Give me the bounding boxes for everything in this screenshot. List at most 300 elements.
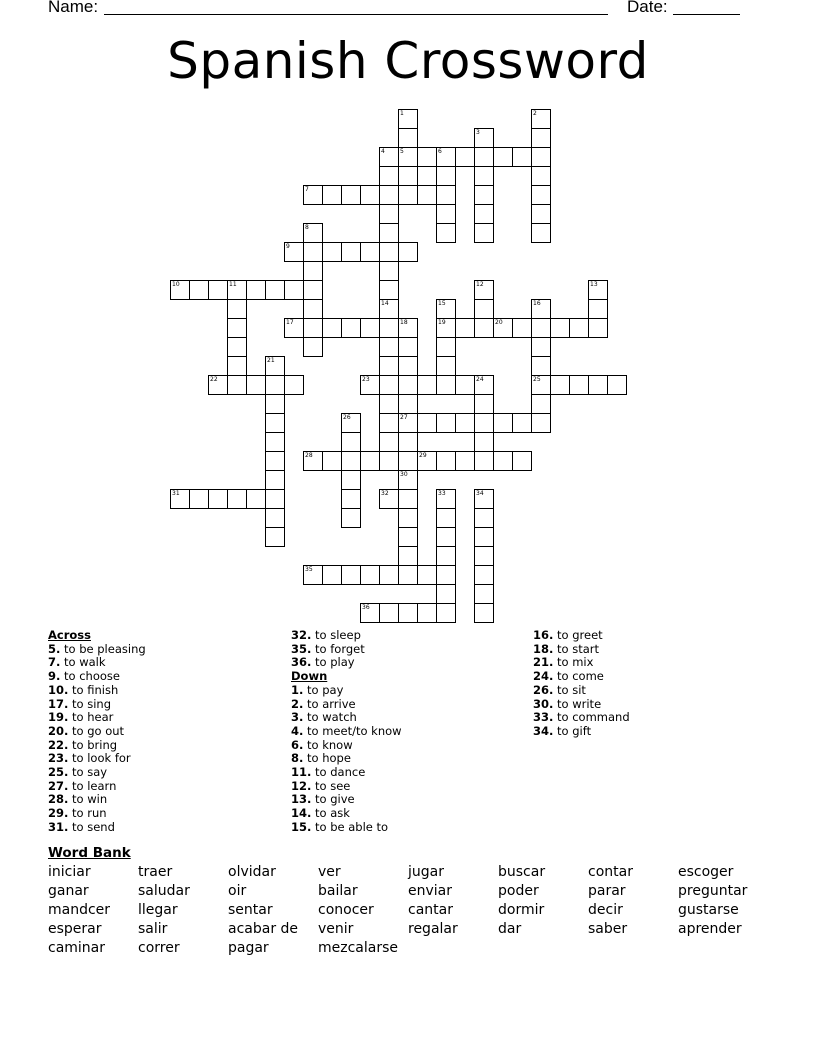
grid-cell[interactable] — [474, 603, 494, 623]
word-bank-item: aprender — [678, 921, 742, 937]
grid-cell[interactable] — [398, 432, 418, 452]
clue-number: 31 — [172, 490, 180, 497]
grid-cell[interactable] — [379, 147, 399, 167]
grid-cell[interactable] — [474, 413, 494, 433]
grid-cell[interactable] — [436, 451, 456, 471]
grid-cell[interactable] — [265, 375, 285, 395]
grid-cell[interactable] — [607, 375, 627, 395]
clue-text: to win — [72, 792, 108, 807]
grid-cell[interactable] — [398, 242, 418, 262]
word-bank-item: contar — [588, 864, 633, 880]
grid-cell[interactable] — [493, 318, 513, 338]
grid-cell[interactable] — [436, 375, 456, 395]
grid-cell[interactable] — [588, 375, 608, 395]
grid-cell[interactable] — [531, 394, 551, 414]
grid-cell[interactable] — [474, 223, 494, 243]
grid-cell[interactable] — [531, 318, 551, 338]
clue-item — [291, 766, 521, 780]
grid-cell[interactable] — [360, 565, 380, 585]
clue-item — [291, 656, 521, 670]
clues-column-3 — [533, 629, 763, 739]
grid-cell[interactable] — [341, 413, 361, 433]
grid-cell[interactable] — [284, 375, 304, 395]
grid-cell[interactable] — [360, 318, 380, 338]
clue-num: 6. — [291, 737, 304, 752]
grid-cell[interactable] — [360, 603, 380, 623]
grid-cell[interactable] — [398, 508, 418, 528]
clue-number: 29 — [419, 452, 427, 459]
grid-cell[interactable] — [436, 166, 456, 186]
clue-num: 11. — [291, 765, 312, 780]
clue-num: 4. — [291, 723, 304, 738]
grid-cell[interactable] — [417, 413, 437, 433]
clue-number: 20 — [495, 319, 503, 326]
grid-cell[interactable] — [398, 394, 418, 414]
clues-column-1 — [48, 629, 278, 835]
word-bank-item: ganar — [48, 883, 89, 899]
clue-text: to mix — [557, 655, 594, 670]
grid-cell[interactable] — [398, 546, 418, 566]
grid-cell[interactable] — [512, 451, 532, 471]
clue-number: 36 — [362, 604, 370, 611]
clue-number: 16 — [533, 300, 541, 307]
clue-num: 35. — [291, 641, 312, 656]
page-title: Spanish Crossword — [167, 32, 649, 90]
grid-cell[interactable] — [588, 280, 608, 300]
clue-text: to arrive — [307, 696, 356, 711]
grid-cell[interactable] — [436, 223, 456, 243]
grid-cell[interactable] — [436, 489, 456, 509]
grid-cell[interactable] — [474, 432, 494, 452]
grid-cell[interactable] — [227, 356, 247, 376]
grid-cell[interactable] — [436, 584, 456, 604]
clue-num: 14. — [291, 806, 312, 821]
grid-cell[interactable] — [512, 147, 532, 167]
clue-number: 23 — [362, 376, 370, 383]
clue-text: to pay — [307, 682, 344, 697]
grid-cell[interactable] — [417, 451, 437, 471]
clue-text: to sleep — [315, 628, 361, 642]
grid-cell[interactable] — [265, 470, 285, 490]
grid-cell[interactable] — [531, 223, 551, 243]
grid-cell[interactable] — [436, 204, 456, 224]
grid-cell[interactable] — [379, 242, 399, 262]
clue-number: 12 — [476, 281, 484, 288]
grid-cell[interactable] — [379, 223, 399, 243]
grid-cell[interactable] — [417, 565, 437, 585]
clue-item — [291, 752, 521, 766]
grid-cell[interactable] — [588, 299, 608, 319]
grid-cell[interactable] — [284, 280, 304, 300]
grid-cell[interactable] — [246, 489, 266, 509]
grid-cell[interactable] — [474, 318, 494, 338]
grid-cell[interactable] — [531, 375, 551, 395]
grid-cell[interactable] — [531, 166, 551, 186]
grid-cell[interactable] — [455, 147, 475, 167]
clue-number: 15 — [438, 300, 446, 307]
clue-num: 7. — [48, 655, 61, 670]
grid-cell[interactable] — [341, 489, 361, 509]
grid-cell[interactable] — [474, 375, 494, 395]
grid-cell[interactable] — [265, 432, 285, 452]
clue-number: 18 — [400, 319, 408, 326]
word-bank-item: sentar — [228, 902, 273, 918]
grid-cell[interactable] — [379, 356, 399, 376]
grid-cell[interactable] — [455, 318, 475, 338]
grid-cell[interactable] — [284, 242, 304, 262]
grid-cell[interactable] — [531, 204, 551, 224]
grid-cell[interactable] — [436, 527, 456, 547]
grid-cell[interactable] — [474, 147, 494, 167]
grid-cell[interactable] — [512, 318, 532, 338]
grid-cell[interactable] — [531, 356, 551, 376]
word-bank-item: enviar — [408, 883, 452, 899]
clue-item — [48, 656, 278, 670]
grid-cell[interactable] — [208, 280, 228, 300]
grid-cell[interactable] — [493, 451, 513, 471]
word-bank-item: preguntar — [678, 883, 748, 899]
grid-cell[interactable] — [341, 451, 361, 471]
name-label: Name: — [48, 0, 99, 16]
grid-cell[interactable] — [398, 375, 418, 395]
clue-number: 21 — [267, 357, 275, 364]
grid-cell[interactable] — [436, 185, 456, 205]
grid-cell[interactable] — [474, 451, 494, 471]
clue-item — [291, 684, 521, 698]
clue-num: 32. — [291, 628, 312, 642]
grid-cell[interactable] — [398, 318, 418, 338]
word-bank-item: correr — [138, 940, 180, 956]
grid-cell[interactable] — [284, 318, 304, 338]
grid-cell[interactable] — [379, 280, 399, 300]
grid-cell[interactable] — [265, 413, 285, 433]
clue-num: 10. — [48, 682, 69, 697]
grid-cell[interactable] — [208, 489, 228, 509]
grid-cell[interactable] — [436, 565, 456, 585]
clue-number: 2 — [533, 110, 537, 117]
grid-cell[interactable] — [455, 451, 475, 471]
clue-item — [291, 739, 521, 753]
grid-cell[interactable] — [436, 546, 456, 566]
grid-cell[interactable] — [569, 318, 589, 338]
grid-cell[interactable] — [531, 299, 551, 319]
grid-cell[interactable] — [436, 508, 456, 528]
grid-cell[interactable] — [379, 375, 399, 395]
grid-cell[interactable] — [360, 451, 380, 471]
word-bank-item: jugar — [408, 864, 444, 880]
grid-cell[interactable] — [265, 280, 285, 300]
grid-cell[interactable] — [398, 109, 418, 129]
grid-cell[interactable] — [550, 375, 570, 395]
clue-text: to choose — [64, 669, 120, 684]
word-bank-item: llegar — [138, 902, 178, 918]
clue-text: to dance — [315, 765, 366, 780]
clue-item — [533, 684, 763, 698]
grid-cell[interactable] — [531, 128, 551, 148]
grid-cell[interactable] — [379, 299, 399, 319]
grid-cell[interactable] — [474, 204, 494, 224]
clue-num: 33. — [533, 710, 554, 725]
grid-cell[interactable] — [474, 280, 494, 300]
clue-num: 16. — [533, 628, 554, 642]
clue-num: 24. — [533, 669, 554, 684]
clue-text: to gift — [557, 723, 592, 738]
clue-number: 17 — [286, 319, 294, 326]
grid-cell[interactable] — [417, 147, 437, 167]
grid-cell[interactable] — [360, 242, 380, 262]
grid-cell[interactable] — [474, 565, 494, 585]
grid-cell[interactable] — [265, 394, 285, 414]
grid-cell[interactable] — [436, 318, 456, 338]
clue-num: 28. — [48, 792, 69, 807]
clue-item — [48, 821, 278, 835]
grid-cell[interactable] — [398, 356, 418, 376]
clue-num: 13. — [291, 792, 312, 807]
clue-num: 5. — [48, 641, 61, 656]
grid-cell[interactable] — [303, 451, 323, 471]
clue-text: to be able to — [315, 819, 389, 834]
grid-cell[interactable] — [512, 413, 532, 433]
grid-cell[interactable] — [360, 375, 380, 395]
grid-cell[interactable] — [341, 185, 361, 205]
clue-number: 22 — [210, 376, 218, 383]
grid-cell[interactable] — [379, 261, 399, 281]
clue-text: to see — [315, 778, 351, 793]
grid-cell[interactable] — [436, 147, 456, 167]
word-bank-item: escoger — [678, 864, 734, 880]
grid-cell[interactable] — [531, 109, 551, 129]
grid-cell[interactable] — [569, 375, 589, 395]
grid-cell[interactable] — [341, 318, 361, 338]
grid-cell[interactable] — [379, 413, 399, 433]
grid-cell[interactable] — [170, 489, 190, 509]
clue-num: 22. — [48, 737, 69, 752]
grid-cell[interactable] — [379, 565, 399, 585]
grid-cell[interactable] — [474, 489, 494, 509]
clue-number: 35 — [305, 566, 313, 573]
grid-cell[interactable] — [265, 489, 285, 509]
grid-cell[interactable] — [227, 489, 247, 509]
grid-cell[interactable] — [303, 261, 323, 281]
grid-cell[interactable] — [398, 603, 418, 623]
grid-cell[interactable] — [322, 185, 342, 205]
grid-cell[interactable] — [531, 147, 551, 167]
word-bank-title: Word Bank — [48, 845, 131, 861]
grid-cell[interactable] — [227, 337, 247, 357]
grid-cell[interactable] — [436, 356, 456, 376]
clue-item — [291, 780, 521, 794]
grid-cell[interactable] — [398, 489, 418, 509]
clue-item — [291, 793, 521, 807]
grid-cell[interactable] — [588, 318, 608, 338]
word-bank-item: regalar — [408, 921, 458, 937]
grid-cell[interactable] — [227, 299, 247, 319]
grid-cell[interactable] — [303, 337, 323, 357]
clue-text: to walk — [64, 655, 106, 670]
word-bank-item: buscar — [498, 864, 546, 880]
grid-cell[interactable] — [303, 318, 323, 338]
clue-num: 18. — [533, 641, 554, 656]
grid-cell[interactable] — [417, 185, 437, 205]
clue-number: 14 — [381, 300, 389, 307]
word-bank-item: ver — [318, 864, 341, 880]
grid-cell[interactable] — [474, 299, 494, 319]
grid-cell[interactable] — [474, 527, 494, 547]
grid-cell[interactable] — [379, 318, 399, 338]
grid-cell[interactable] — [379, 432, 399, 452]
clue-text: to say — [72, 765, 108, 780]
grid-cell[interactable] — [379, 185, 399, 205]
grid-cell[interactable] — [227, 280, 247, 300]
clue-number: 3 — [476, 129, 480, 136]
grid-cell[interactable] — [303, 185, 323, 205]
grid-cell[interactable] — [379, 451, 399, 471]
clue-item — [533, 656, 763, 670]
grid-cell[interactable] — [474, 584, 494, 604]
grid-cell[interactable] — [341, 470, 361, 490]
grid-cell[interactable] — [531, 185, 551, 205]
word-bank-item: salir — [138, 921, 168, 937]
grid-cell[interactable] — [493, 413, 513, 433]
grid-cell[interactable] — [341, 242, 361, 262]
grid-cell[interactable] — [531, 337, 551, 357]
clue-number: 33 — [438, 490, 446, 497]
grid-cell[interactable] — [455, 375, 475, 395]
clue-item — [291, 725, 521, 739]
grid-cell[interactable] — [493, 147, 513, 167]
clue-text: to play — [315, 655, 355, 670]
grid-cell[interactable] — [398, 470, 418, 490]
clue-text: to give — [315, 792, 355, 807]
grid-cell[interactable] — [341, 432, 361, 452]
word-bank-item: caminar — [48, 940, 106, 956]
grid-cell[interactable] — [474, 508, 494, 528]
grid-cell[interactable] — [170, 280, 190, 300]
clue-item — [48, 684, 278, 698]
clue-text: to run — [72, 806, 107, 821]
grid-cell[interactable] — [398, 147, 418, 167]
grid-cell[interactable] — [189, 280, 209, 300]
grid-cell[interactable] — [322, 451, 342, 471]
clue-number: 7 — [305, 186, 309, 193]
grid-cell[interactable] — [417, 375, 437, 395]
grid-cell[interactable] — [398, 527, 418, 547]
clue-number: 4 — [381, 148, 385, 155]
grid-cell[interactable] — [265, 451, 285, 471]
grid-cell[interactable] — [379, 337, 399, 357]
grid-cell[interactable] — [322, 565, 342, 585]
clue-text: to forget — [315, 641, 365, 656]
grid-cell[interactable] — [265, 527, 285, 547]
clue-num: 8. — [291, 751, 304, 766]
grid-cell[interactable] — [265, 508, 285, 528]
grid-cell[interactable] — [341, 565, 361, 585]
grid-cell[interactable] — [531, 413, 551, 433]
clue-num: 30. — [533, 696, 554, 711]
word-bank-item: decir — [588, 902, 623, 918]
word-bank-item: mezcalarse — [318, 940, 399, 956]
clue-text: to greet — [557, 628, 603, 642]
grid-cell[interactable] — [227, 318, 247, 338]
clue-number: 32 — [381, 490, 389, 497]
grid-cell[interactable] — [436, 603, 456, 623]
clue-item — [48, 807, 278, 821]
grid-cell[interactable] — [322, 242, 342, 262]
grid-cell[interactable] — [322, 318, 342, 338]
grid-cell[interactable] — [398, 337, 418, 357]
grid-cell[interactable] — [227, 375, 247, 395]
clue-item — [48, 643, 278, 657]
clue-text: to meet/to know — [307, 723, 402, 738]
grid-cell[interactable] — [341, 508, 361, 528]
grid-cell[interactable] — [417, 603, 437, 623]
grid-cell[interactable] — [474, 128, 494, 148]
grid-cell[interactable] — [436, 299, 456, 319]
grid-cell[interactable] — [303, 280, 323, 300]
grid-cell[interactable] — [474, 166, 494, 186]
clue-number: 26 — [343, 414, 351, 421]
grid-cell[interactable] — [398, 185, 418, 205]
word-bank-item: dormir — [498, 902, 545, 918]
grid-cell[interactable] — [550, 318, 570, 338]
grid-cell[interactable] — [379, 204, 399, 224]
grid-cell[interactable] — [303, 223, 323, 243]
clue-number: 5 — [400, 148, 404, 155]
clue-num: 34. — [533, 723, 554, 738]
clue-num: 36. — [291, 655, 312, 670]
grid-cell[interactable] — [379, 166, 399, 186]
clue-number: 27 — [400, 414, 408, 421]
grid-cell[interactable] — [398, 128, 418, 148]
grid-cell[interactable] — [398, 413, 418, 433]
grid-cell[interactable] — [398, 565, 418, 585]
clue-num: 2. — [291, 696, 304, 711]
clue-text: to learn — [72, 778, 117, 793]
grid-cell[interactable] — [474, 546, 494, 566]
grid-cell[interactable] — [379, 603, 399, 623]
grid-cell[interactable] — [208, 375, 228, 395]
clue-num: 25. — [48, 765, 69, 780]
grid-cell[interactable] — [189, 489, 209, 509]
grid-cell[interactable] — [246, 375, 266, 395]
grid-cell[interactable] — [379, 489, 399, 509]
grid-cell[interactable] — [474, 394, 494, 414]
grid-cell[interactable] — [436, 413, 456, 433]
grid-cell[interactable] — [265, 356, 285, 376]
grid-cell[interactable] — [303, 565, 323, 585]
word-bank-item: conocer — [318, 902, 374, 918]
word-bank-item: parar — [588, 883, 626, 899]
word-bank-item: dar — [498, 921, 522, 937]
date-label: Date: — [627, 0, 668, 16]
grid-cell[interactable] — [246, 280, 266, 300]
grid-cell[interactable] — [455, 413, 475, 433]
clue-item — [291, 643, 521, 657]
grid-cell[interactable] — [379, 394, 399, 414]
word-bank-item: venir — [318, 921, 354, 937]
grid-cell[interactable] — [436, 337, 456, 357]
clue-item — [533, 698, 763, 712]
grid-cell[interactable] — [360, 185, 380, 205]
clue-item — [533, 711, 763, 725]
grid-cell[interactable] — [303, 299, 323, 319]
clue-num: 27. — [48, 778, 69, 793]
grid-cell[interactable] — [398, 166, 418, 186]
clue-text: to come — [557, 669, 604, 684]
grid-cell[interactable] — [474, 185, 494, 205]
clue-text: to start — [557, 641, 600, 656]
grid-cell[interactable] — [303, 242, 323, 262]
